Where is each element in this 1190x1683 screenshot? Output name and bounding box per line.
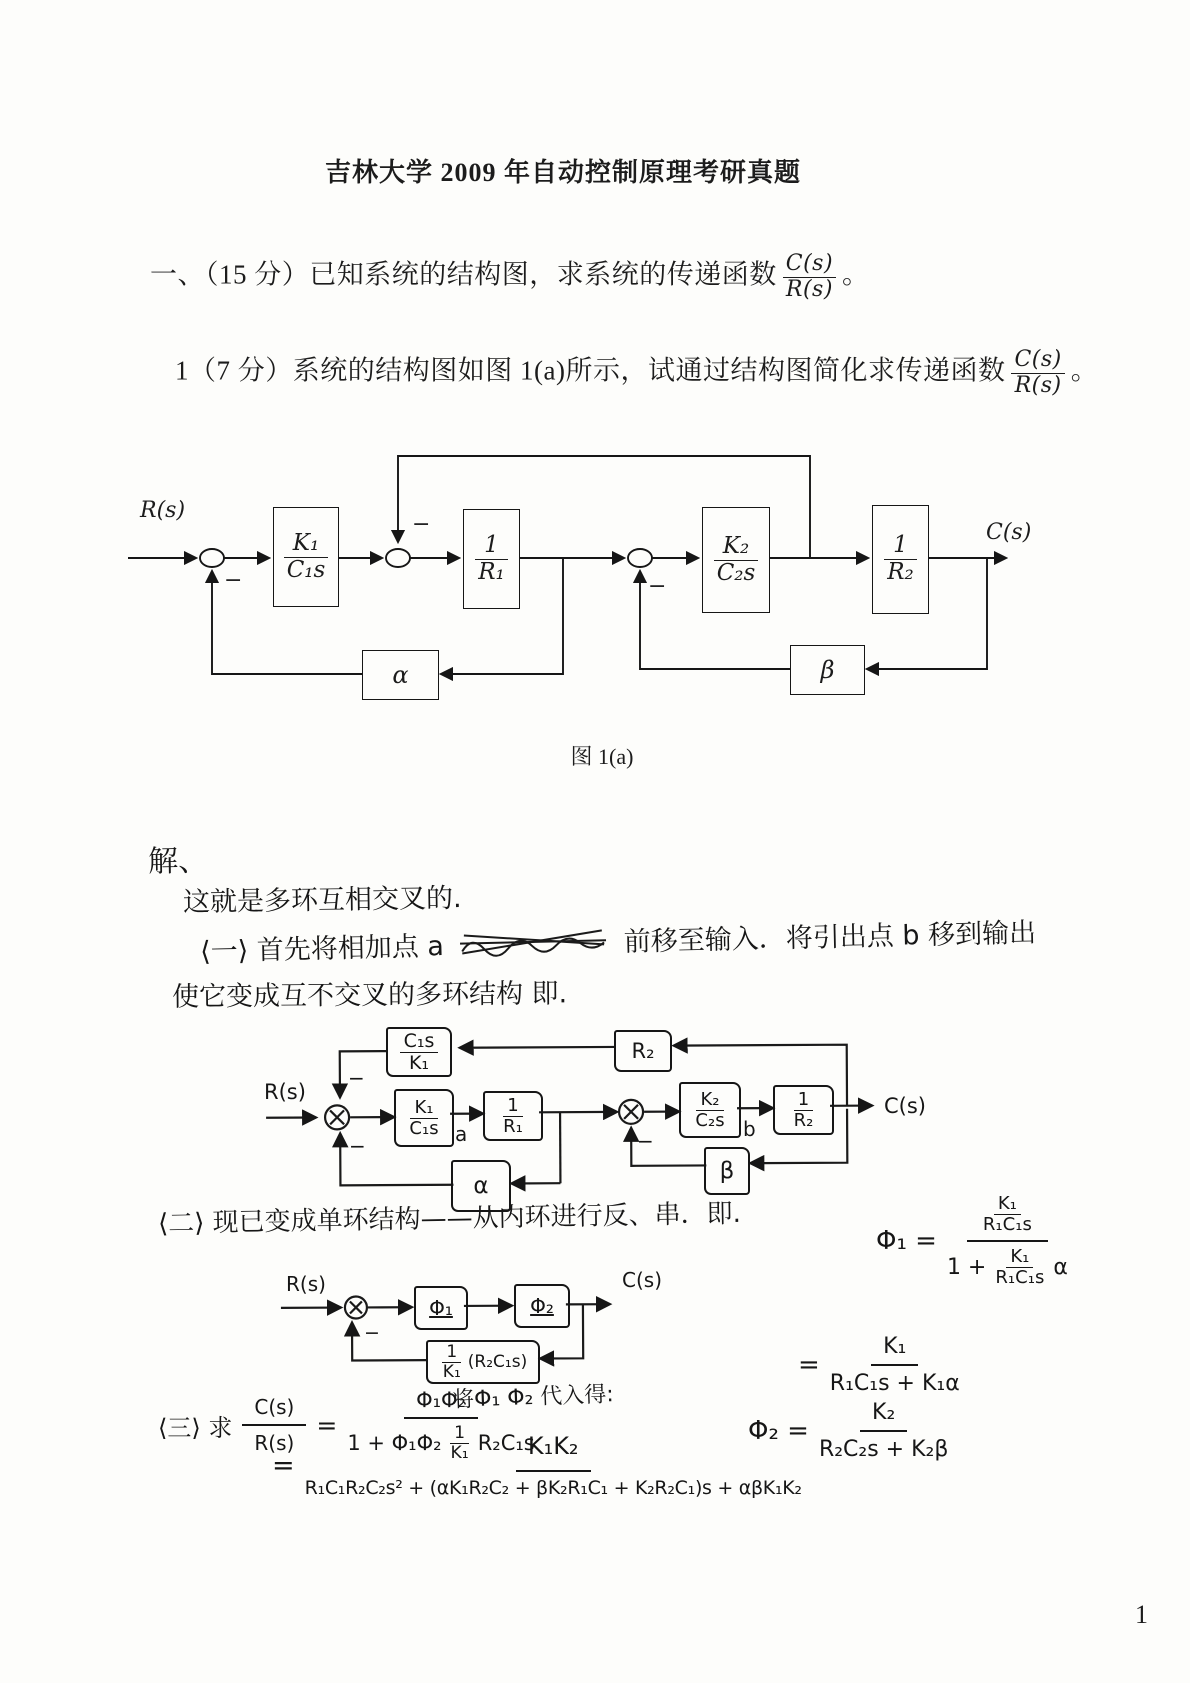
- hw-summing-junction-2: [619, 1100, 643, 1124]
- hw-fb-den: K₁: [442, 1361, 461, 1382]
- final-eq2: =: [272, 1450, 295, 1481]
- phi1-result-den: R₁C₁s + K₁α: [829, 1371, 960, 1396]
- hw-block-k1-c1s: [394, 1089, 454, 1147]
- final-f1-den-post: R₂C₁s: [477, 1431, 535, 1456]
- hw-block-c1s-k1: [386, 1027, 452, 1077]
- final-f1-num: Φ₁Φ₂: [404, 1388, 478, 1419]
- minus-sign-sj1: −: [224, 568, 243, 593]
- hw-diag2-output-label: C(s): [622, 1268, 662, 1292]
- tf-numerator: C(s): [783, 252, 836, 278]
- hw-minus-diag2: −: [364, 1322, 380, 1344]
- minus-sign-sj2: −: [412, 512, 431, 537]
- question-sub: [175, 348, 1098, 398]
- hw-block-1-r2: [773, 1085, 834, 1135]
- phi2-lhs: Φ₂ =: [748, 1416, 809, 1446]
- final-f1-den-pre: 1 + Φ₁Φ₂: [347, 1431, 442, 1456]
- block-1-r1-num: 1: [475, 533, 508, 560]
- transfer-function-fraction-2: [1011, 348, 1064, 398]
- hw-k2-c2s-num: K₂: [696, 1090, 723, 1111]
- phi1-den-frac-num: K₁: [1006, 1247, 1033, 1268]
- question-main-text: 一、（15 分）已知系统的结构图，求系统的传递函数: [150, 259, 777, 290]
- hw-1-r2-den: R₂: [793, 1109, 814, 1131]
- phi1-den-frac-den: R₁C₁s: [995, 1266, 1045, 1288]
- solution-line4: ⟨二⟩ 现已变成单环结构——从内环进行反、串．即.: [157, 1198, 742, 1240]
- hw-1-r1-den: R₁: [503, 1115, 523, 1137]
- summing-junction-1: [200, 549, 224, 567]
- phi1-num-den: R₁C₁s: [982, 1213, 1032, 1235]
- solution-line2-pre: ⟨一⟩ 首先将相加点 a: [199, 930, 445, 968]
- question-sub-text: 1（7 分）系统的结构图如图 1(a)所示，试通过结构图简化求传递函数: [175, 355, 1006, 386]
- summing-junction-2: [386, 549, 410, 567]
- solution-line1: 这就是多环互相交叉的.: [182, 883, 462, 918]
- hw-diag2-input-label: R(s): [286, 1272, 326, 1296]
- phi1-den-post: α: [1053, 1254, 1068, 1280]
- phi1-result-eq: =: [798, 1350, 820, 1380]
- phi2-den: R₂C₂s + K₂β: [818, 1437, 949, 1462]
- solution-line2-post: 前移至输入．将引出点 b 移到输出: [623, 917, 1037, 958]
- phi1-den-pre: 1 +: [946, 1254, 987, 1280]
- final-equation-step2: [272, 1432, 802, 1499]
- final-f1-den-frac-den: K₁: [450, 1442, 469, 1463]
- hw-minus-alpha-fb: −: [349, 1134, 366, 1158]
- hw-k1-c1s-den: C₁s: [409, 1117, 439, 1139]
- final-eq1: =: [316, 1410, 338, 1440]
- input-signal-label: R(s): [140, 498, 186, 523]
- block-k1-c1s-num: K₁: [284, 531, 329, 558]
- hw-minus-beta-fb: −: [637, 1129, 654, 1153]
- block-beta: β: [790, 645, 865, 695]
- hw-block-k2-c2s: [679, 1082, 741, 1138]
- crossed-out-scribble: [453, 922, 614, 962]
- block-k2-c2s-num: K₂: [714, 534, 759, 561]
- tf2-denominator: R(s): [1014, 372, 1062, 398]
- hw-1-r1-num: 1: [503, 1096, 522, 1117]
- hw-c1s-k1-num: C₁s: [400, 1031, 439, 1053]
- solution-heading: 解、: [147, 843, 209, 880]
- hw-k1-c1s-num: K₁: [410, 1098, 437, 1119]
- hw-block-r2-top: R₂: [614, 1030, 672, 1072]
- page-title: 吉林大学 2009 年自动控制原理考研真题: [325, 158, 802, 187]
- hw-k2-c2s-den: C₂s: [695, 1109, 725, 1131]
- block-1-r2-num: 1: [884, 533, 917, 560]
- block-1-r2: [872, 505, 929, 614]
- hw-summing-junction-3: [345, 1296, 367, 1318]
- tf2-numerator: C(s): [1011, 348, 1064, 374]
- final-lhs-den: R(s): [254, 1431, 295, 1456]
- block-alpha: α: [362, 650, 439, 700]
- block-1-r1-den: R₁: [478, 558, 505, 585]
- final-pre: ⟨三⟩ 求: [158, 1413, 233, 1442]
- final-f2-den: R₁C₁R₂C₂s² + (αK₁R₂C₂ + βK₂R₁C₁ + K₂R₂C₁)s + αβK₁K₂: [304, 1477, 802, 1499]
- hw-block-feedback: [426, 1340, 540, 1384]
- summing-junction-3: [628, 549, 652, 567]
- hw-diag1-input-label: R(s): [264, 1080, 306, 1104]
- hw-fb-post: (R₂C₁s): [467, 1352, 528, 1372]
- figure-caption: 图 1(a): [570, 744, 634, 769]
- hw-block-beta: β: [704, 1147, 750, 1195]
- question-sub-end: 。: [1070, 355, 1099, 386]
- final-lhs-num: C(s): [242, 1395, 306, 1426]
- phi2-num: K₂: [860, 1400, 907, 1432]
- hw-fb-num: 1: [442, 1343, 461, 1363]
- block-1-r1: [463, 509, 520, 609]
- hw-diag1-output-label: C(s): [884, 1094, 926, 1118]
- hw-1-r2-num: 1: [794, 1090, 813, 1111]
- minus-sign-sj3: −: [648, 574, 667, 599]
- transfer-function-fraction: [783, 252, 836, 302]
- block-1-r2-den: R₂: [887, 559, 914, 585]
- hw-c1s-k1-den: K₁: [408, 1051, 430, 1074]
- hw-block-phi2: Φ₂: [514, 1284, 570, 1328]
- block-k1-c1s-den: C₁s: [286, 556, 326, 583]
- hw-block-1-r1: [483, 1091, 543, 1141]
- phi1-result-equation: [798, 1334, 960, 1396]
- block-k1-c1s: [273, 507, 339, 607]
- solution-line3: 使它变成互不交叉的多环结构 即.: [171, 978, 568, 1013]
- hw-label-a: a: [455, 1122, 468, 1146]
- hw-summing-junction-1: [325, 1105, 349, 1129]
- hw-label-b: b: [743, 1117, 756, 1141]
- hw-block-phi1: Φ₁: [414, 1286, 468, 1330]
- final-f2-num: K₁K₂: [516, 1432, 591, 1472]
- hw-block-alpha: α: [451, 1160, 511, 1212]
- page-number: 1: [1135, 1600, 1148, 1629]
- question-main: [150, 252, 870, 302]
- question-main-end: 。: [842, 259, 870, 290]
- solution-line2: [200, 911, 1037, 969]
- phi1-result-num: K₁: [871, 1334, 918, 1366]
- tf-denominator: R(s): [785, 276, 833, 302]
- phi1-lhs: Φ₁ =: [876, 1225, 937, 1256]
- block-k2-c2s-den: C₂s: [716, 559, 756, 586]
- output-signal-label: C(s): [986, 520, 1032, 545]
- hw-minus-top-fb: −: [348, 1066, 365, 1090]
- phi1-equation: [876, 1194, 1068, 1287]
- substitution-note: 将Φ₁ Φ₂ 代入得:: [451, 1382, 615, 1413]
- block-k2-c2s: [702, 507, 770, 613]
- phi1-num-num: K₁: [994, 1194, 1021, 1215]
- final-f1-den-frac-num: 1: [450, 1424, 469, 1444]
